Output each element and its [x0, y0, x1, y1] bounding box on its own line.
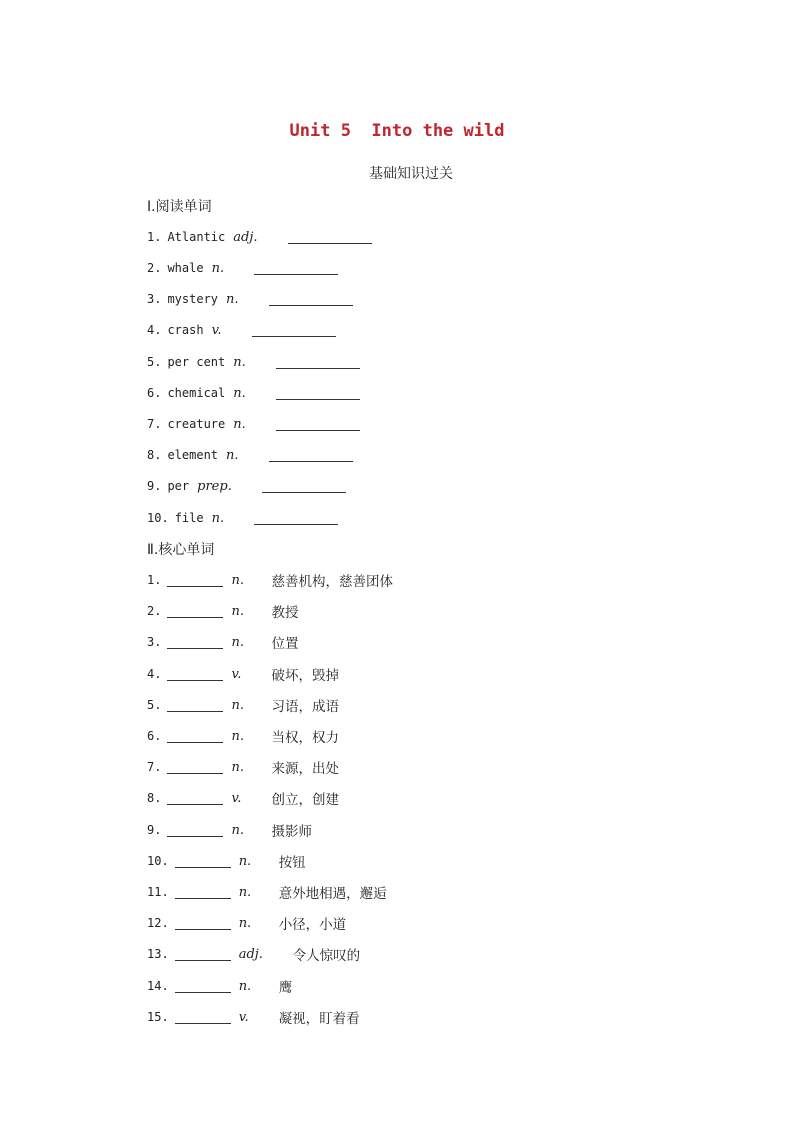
item-number: 7. — [147, 760, 162, 774]
answer-blank[interactable] — [167, 574, 223, 587]
item-meaning: 破坏，毁掉 — [271, 668, 339, 684]
item-word: element — [167, 448, 219, 462]
list-item — [147, 289, 353, 309]
list-item — [147, 352, 360, 372]
item-pos: n. — [238, 884, 252, 900]
page-title: Unit 5 Into the wild — [289, 121, 505, 141]
item-word: chemical — [167, 386, 226, 400]
item-pos: n. — [233, 354, 246, 370]
item-number: 14. — [147, 979, 169, 993]
list-item — [147, 476, 346, 496]
item-pos: prep. — [197, 478, 232, 494]
item-meaning: 鹰 — [278, 980, 293, 996]
item-pos: n. — [231, 822, 244, 838]
item-meaning: 摄影师 — [271, 824, 312, 840]
list-item — [147, 882, 387, 902]
list-item — [147, 601, 298, 621]
page-subtitle: 基础知识过关 — [369, 166, 453, 182]
answer-blank[interactable] — [167, 761, 223, 774]
answer-blank[interactable] — [167, 824, 223, 837]
item-meaning: 来源，出处 — [271, 761, 339, 777]
section-heading-reading-words: Ⅰ.阅读单词 — [147, 199, 212, 215]
item-pos: n. — [238, 915, 252, 931]
item-word: per — [167, 479, 190, 493]
item-word: whale — [167, 261, 204, 275]
item-meaning: 小径，小道 — [278, 917, 347, 933]
item-number: 13. — [147, 947, 169, 961]
item-pos: n. — [211, 260, 225, 276]
item-word: creature — [167, 417, 226, 431]
item-number: 1. — [147, 573, 162, 587]
answer-blank[interactable] — [276, 387, 360, 400]
item-number: 11. — [147, 885, 169, 899]
item-number: 5. — [147, 355, 162, 369]
item-pos: adj. — [238, 946, 263, 962]
answer-blank[interactable] — [167, 699, 223, 712]
answer-blank[interactable] — [254, 512, 338, 525]
answer-blank[interactable] — [175, 917, 231, 930]
item-word: per cent — [167, 355, 226, 369]
item-number: 9. — [147, 479, 162, 493]
answer-blank[interactable] — [175, 948, 231, 961]
item-pos: n. — [238, 978, 252, 994]
answer-blank[interactable] — [167, 605, 223, 618]
list-item — [147, 632, 298, 652]
answer-blank[interactable] — [175, 886, 231, 899]
item-number: 15. — [147, 1010, 169, 1024]
list-item — [147, 508, 338, 528]
item-number: 6. — [147, 729, 162, 743]
item-pos: n. — [211, 510, 225, 526]
item-pos: n. — [233, 416, 246, 432]
list-item — [147, 1007, 360, 1027]
list-item — [147, 788, 339, 808]
answer-blank[interactable] — [254, 262, 338, 275]
item-number: 4. — [147, 667, 162, 681]
answer-blank[interactable] — [252, 324, 336, 337]
item-word: crash — [167, 323, 204, 337]
item-number: 3. — [147, 635, 162, 649]
item-number: 10. — [147, 511, 169, 525]
list-item — [147, 851, 306, 871]
item-number: 1. — [147, 230, 162, 244]
item-meaning: 慈善机构，慈善团体 — [271, 574, 393, 590]
item-number: 8. — [147, 448, 162, 462]
item-number: 6. — [147, 386, 162, 400]
item-meaning: 习语，成语 — [271, 699, 339, 715]
item-pos: v. — [231, 790, 242, 806]
item-meaning: 凝视，盯着看 — [278, 1011, 360, 1027]
list-item — [147, 944, 360, 964]
item-number: 2. — [147, 261, 162, 275]
list-item — [147, 913, 346, 933]
item-meaning: 位置 — [271, 636, 299, 652]
item-number: 7. — [147, 417, 162, 431]
answer-blank[interactable] — [269, 293, 353, 306]
answer-blank[interactable] — [175, 855, 231, 868]
answer-blank[interactable] — [167, 730, 223, 743]
list-item — [147, 695, 339, 715]
item-number: 12. — [147, 916, 169, 930]
item-number: 4. — [147, 323, 162, 337]
item-pos: n. — [231, 603, 244, 619]
item-pos: n. — [231, 572, 244, 588]
list-item — [147, 757, 339, 777]
answer-blank[interactable] — [175, 980, 231, 993]
item-meaning: 创立，创建 — [271, 792, 339, 808]
section-heading-core-words: Ⅱ.核心单词 — [147, 542, 215, 558]
answer-blank[interactable] — [276, 356, 360, 369]
item-meaning: 当权，权力 — [271, 730, 339, 746]
answer-blank[interactable] — [167, 792, 223, 805]
list-item — [147, 383, 360, 403]
item-word: file — [174, 511, 204, 525]
list-item — [147, 664, 339, 684]
item-word: Atlantic — [167, 230, 226, 244]
item-pos: n. — [231, 728, 244, 744]
item-pos: n. — [231, 634, 244, 650]
list-item — [147, 445, 353, 465]
item-pos: n. — [238, 853, 252, 869]
item-number: 3. — [147, 292, 162, 306]
item-pos: v. — [231, 666, 242, 682]
item-pos: n. — [233, 385, 246, 401]
item-number: 2. — [147, 604, 162, 618]
item-pos: n. — [226, 291, 239, 307]
answer-blank[interactable] — [167, 636, 223, 649]
item-pos: n. — [231, 759, 244, 775]
list-item — [147, 570, 393, 590]
list-item — [147, 726, 339, 746]
item-meaning: 按钮 — [278, 855, 306, 871]
list-item — [147, 258, 338, 278]
item-pos: n. — [231, 697, 244, 713]
answer-blank[interactable] — [276, 418, 360, 431]
list-item — [147, 414, 360, 434]
item-number: 10. — [147, 854, 169, 868]
answer-blank[interactable] — [262, 480, 346, 493]
item-word: mystery — [167, 292, 219, 306]
item-pos: v. — [211, 322, 222, 338]
item-number: 9. — [147, 823, 162, 837]
list-item — [147, 320, 336, 340]
item-pos: v. — [238, 1009, 249, 1025]
item-meaning: 令人惊叹的 — [292, 948, 361, 964]
answer-blank[interactable] — [269, 449, 353, 462]
answer-blank[interactable] — [288, 231, 372, 244]
answer-blank[interactable] — [167, 668, 223, 681]
item-pos: adj. — [233, 229, 258, 245]
item-number: 5. — [147, 698, 162, 712]
item-number: 8. — [147, 791, 162, 805]
item-meaning: 教授 — [271, 605, 299, 621]
answer-blank[interactable] — [175, 1011, 231, 1024]
list-item — [147, 227, 372, 247]
item-meaning: 意外地相遇，邂逅 — [278, 886, 387, 902]
list-item — [147, 976, 292, 996]
list-item — [147, 820, 312, 840]
item-pos: n. — [226, 447, 239, 463]
